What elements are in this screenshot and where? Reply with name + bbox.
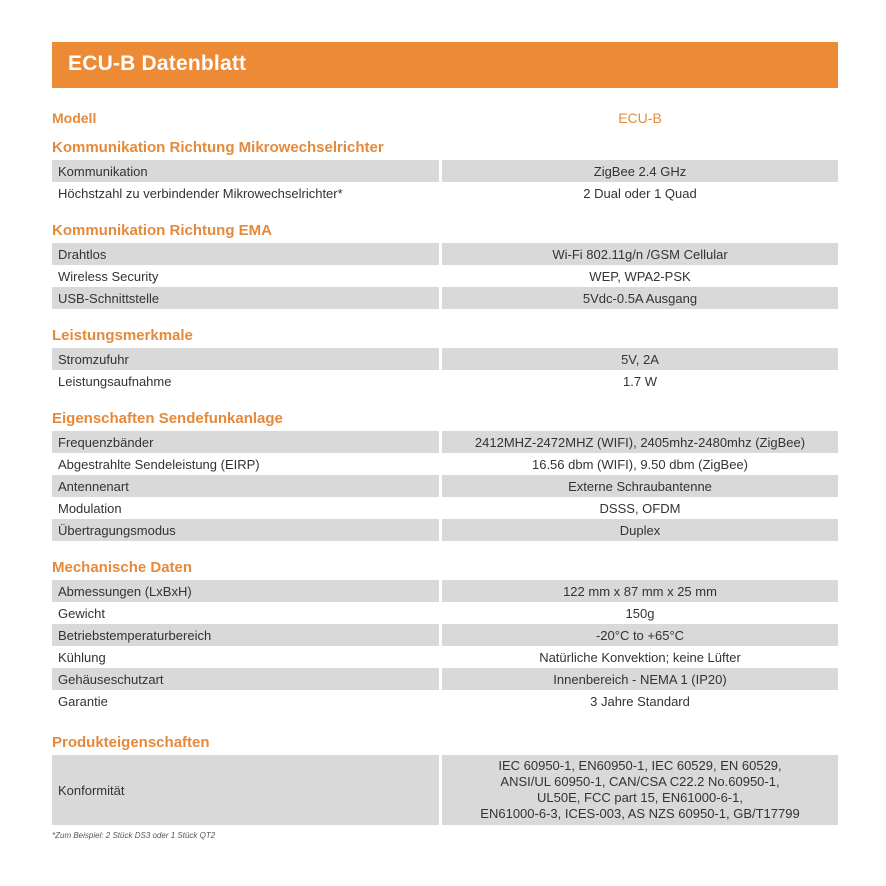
table-row — [52, 370, 838, 392]
row-key: Leistungsaufnahme — [58, 373, 172, 389]
row-value: 150g — [625, 605, 655, 621]
row-value: 5Vdc-0.5A Ausgang — [442, 287, 838, 309]
row-value: 2412MHZ-2472MHZ (WIFI), 2405mhz-2480mhz (ZigBee) — [442, 431, 838, 453]
table-row — [52, 624, 838, 646]
row-value: 2 Dual oder 1 Quad — [583, 185, 697, 201]
table-row — [52, 265, 838, 287]
conformity-line: ANSI/UL 60950-1, CAN/CSA C22.2 No.60950-1, — [500, 774, 780, 789]
row-key: Modulation — [58, 500, 122, 516]
modell-label: Modell — [52, 110, 97, 126]
row-key: Kommunikation — [52, 160, 439, 182]
row-value: Wi-Fi 802.11g/n /GSM Cellular — [442, 243, 838, 265]
row-value: 1.7 W — [623, 373, 657, 389]
row-value: Externe Schraubantenne — [442, 475, 838, 497]
modell-row — [52, 108, 838, 128]
row-value: Duplex — [442, 519, 838, 541]
row-value: 16.56 dbm (WIFI), 9.50 dbm (ZigBee) — [531, 456, 749, 472]
table-row — [52, 646, 838, 668]
footnote: *Zum Beispiel: 2 Stück DS3 oder 1 Stück QT2 — [52, 831, 216, 840]
row-key: Höchstzahl zu verbindender Mikrowechselrichter* — [58, 185, 343, 201]
row-key: Abgestrahlte Sendeleistung (EIRP) — [58, 456, 260, 472]
conformity-line: EN61000-6-3, ICES-003, AS NZS 60950-1, GB/T17799 — [480, 806, 800, 821]
row-key: Konformität — [52, 755, 439, 825]
row-key: Betriebstemperaturbereich — [52, 624, 439, 646]
table-row — [52, 755, 838, 825]
row-key: Garantie — [58, 693, 108, 709]
row-value: Natürliche Konvektion; keine Lüfter — [539, 649, 741, 665]
row-value: -20°C to +65°C — [442, 624, 838, 646]
conformity-line: IEC 60950-1, EN60950-1, IEC 60529, EN 60529, — [498, 758, 782, 773]
conformity-value — [442, 755, 838, 825]
table-row — [52, 431, 838, 453]
row-value: WEP, WPA2-PSK — [589, 268, 691, 284]
row-key: Antennenart — [52, 475, 439, 497]
row-key: Übertragungsmodus — [52, 519, 439, 541]
section-title-mechanik: Mechanische Daten — [52, 559, 193, 576]
row-value: 3 Jahre Standard — [590, 693, 690, 709]
section-title-leistung: Leistungsmerkmale — [52, 327, 193, 344]
page-title: ECU-B Datenblatt — [68, 52, 247, 75]
row-value: 5V, 2A — [442, 348, 838, 370]
row-value: DSSS, OFDM — [599, 500, 681, 516]
table-row — [52, 453, 838, 475]
section-title-sendefunk: Eigenschaften Sendefunkanlage — [52, 410, 283, 427]
row-key: Stromzufuhr — [52, 348, 439, 370]
table-row — [52, 182, 838, 204]
row-value: Innenbereich - NEMA 1 (IP20) — [442, 668, 838, 690]
row-key: Drahtlos — [52, 243, 439, 265]
row-key: Kühlung — [58, 649, 106, 665]
section-title-produkt: Produkteigenschaften — [52, 734, 210, 751]
section-title-kommunikation-ema: Kommunikation Richtung EMA — [52, 222, 272, 239]
row-value: ZigBee 2.4 GHz — [442, 160, 838, 182]
table-row — [52, 519, 838, 541]
section-title-kommunikation-mwr: Kommunikation Richtung Mikrowechselrichter — [52, 139, 384, 156]
table-row — [52, 580, 838, 602]
row-key: Frequenzbänder — [52, 431, 439, 453]
row-key: Gehäuseschutzart — [52, 668, 439, 690]
modell-value: ECU-B — [618, 110, 662, 126]
row-key: Abmessungen (LxBxH) — [52, 580, 439, 602]
table-row — [52, 668, 838, 690]
table-row — [52, 348, 838, 370]
table-row — [52, 497, 838, 519]
table-row — [52, 243, 838, 265]
table-row — [52, 602, 838, 624]
table-row — [52, 287, 838, 309]
row-value: 122 mm x 87 mm x 25 mm — [442, 580, 838, 602]
row-key: USB-Schnittstelle — [52, 287, 439, 309]
table-row — [52, 690, 838, 712]
datasheet-title-banner — [52, 42, 838, 88]
conformity-line: UL50E, FCC part 15, EN61000-6-1, — [537, 790, 743, 805]
row-key: Gewicht — [58, 605, 105, 621]
table-row — [52, 160, 838, 182]
table-row — [52, 475, 838, 497]
row-key: Wireless Security — [58, 268, 159, 284]
